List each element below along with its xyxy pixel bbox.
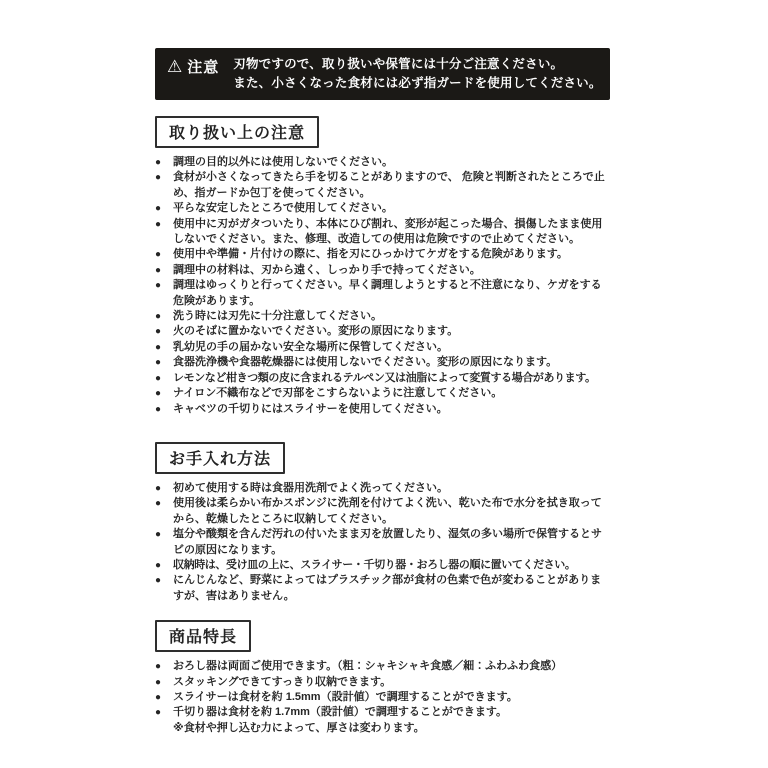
- list-item-text: 火のそばに置かないでください。変形の原因になります。: [173, 325, 459, 338]
- list-item: [155, 496, 610, 527]
- list-item: [155, 386, 610, 401]
- list-item: [155, 201, 610, 216]
- care-instructions-list: [155, 481, 610, 604]
- list-item-text: 平らな安定したところで使用してください。: [173, 202, 393, 215]
- list-item-text: 食材が小さくなってきたら手を切ることがありますので、 危険と判断されたところで止め、指ガードか包丁を使ってください。: [173, 171, 605, 199]
- list-item: [155, 355, 610, 370]
- bullet-icon: ●: [155, 357, 162, 369]
- list-item-text: 調理はゆっくりと行ってください。早く調理しようとすると不注意になり、ケガをする危険があります。: [173, 279, 602, 307]
- bullet-icon: ●: [155, 482, 162, 494]
- list-item-text: おろし器は両面ご使用できます。（粗：シャキシャキ食感／細：ふわふわ食感）: [173, 660, 563, 673]
- list-item: [155, 371, 610, 386]
- list-item: [155, 705, 610, 720]
- bullet-icon: ●: [155, 388, 162, 400]
- list-item-text: 使用後は柔らかい布かスポンジに洗剤を付けてよく洗い、乾いた布で水分を拭き取ってから、乾燥したところに収納してください。: [173, 497, 602, 525]
- list-item: [155, 573, 610, 604]
- bullet-icon: ●: [155, 691, 162, 703]
- bullet-icon: ●: [155, 661, 162, 673]
- section-title-care: お手入れ方法: [155, 442, 285, 474]
- bullet-icon: ●: [155, 249, 162, 261]
- bullet-icon: ●: [155, 575, 162, 587]
- list-item: [155, 675, 610, 690]
- list-item-text: レモンなど柑きつ類の皮に含まれるテルペン又は油脂によって変質する場合があります。: [173, 371, 596, 384]
- list-item: [155, 263, 610, 278]
- bullet-icon: ●: [155, 311, 162, 323]
- bullet-icon: ●: [155, 218, 162, 230]
- caution-text: [233, 55, 601, 93]
- list-item-text: にんじんなど、野菜によってはプラスチック部が食材の色素で色が変わることがありますが、害はありません。: [173, 574, 602, 602]
- list-item-text: 調理の目的以外には使用しないでください。: [173, 156, 393, 168]
- list-item: [155, 402, 610, 417]
- list-item: [155, 170, 610, 201]
- thickness-footnote: ※食材や押し込む力によって、厚さは変わります。: [173, 721, 425, 734]
- bullet-icon: ●: [155, 326, 162, 338]
- list-item-text: スライサーは食材を約 1.5mm（設計値）で調理することができます。: [173, 690, 518, 703]
- bullet-icon: ●: [155, 403, 162, 415]
- handling-precautions-list: [155, 155, 610, 417]
- list-item-text: 収納時は、受け皿の上に、スライサー・千切り器・おろし器の順に置いてください。: [173, 558, 576, 571]
- bullet-icon: ●: [155, 707, 162, 719]
- bullet-icon: ●: [155, 280, 162, 292]
- list-item: [155, 690, 610, 705]
- caution-banner: [155, 48, 610, 100]
- section-product-features: [155, 620, 610, 736]
- warning-triangle-icon: ⚠: [167, 57, 183, 76]
- list-item: [155, 217, 610, 248]
- list-item-text: 乳幼児の手の届かない安全な場所に保管してください。: [173, 340, 448, 353]
- list-item: [155, 155, 610, 170]
- list-item: [155, 340, 610, 355]
- list-item-text: キャベツの千切りにはスライサーを使用してください。: [173, 402, 448, 415]
- list-item-text: 塩分や酸類を含んだ汚れの付いたまま刃を放置したり、湿気の多い場所で保管するとサビの原因になります。: [173, 528, 602, 556]
- list-item: [155, 247, 610, 262]
- section-handling-precautions: [155, 116, 610, 417]
- caution-line-2: また、小さくなった食材には必ず指ガードを使用してください。: [233, 76, 602, 90]
- list-item-text: ナイロン不織布などで刃部をこすらないように注意してください。: [173, 387, 503, 400]
- bullet-icon: ●: [155, 372, 162, 384]
- list-item-text: 洗う時には刃先に十分注意してください。: [173, 310, 382, 323]
- section-care-instructions: [155, 442, 610, 604]
- list-item-text: スタッキングできてすっきり収納できます。: [173, 675, 392, 688]
- bullet-icon: ●: [155, 172, 162, 184]
- list-item: [155, 527, 610, 558]
- list-item-text: 千切り器は食材を約 1.7mm（設計値）で調理することができます。: [173, 706, 508, 719]
- content-column: [155, 48, 610, 736]
- caution-label: 注意: [187, 59, 220, 76]
- bullet-icon: ●: [155, 264, 162, 276]
- list-item: [155, 558, 610, 573]
- section-title-handling: 取り扱い上の注意: [155, 116, 319, 148]
- section-title-features: 商品特長: [155, 620, 251, 652]
- bullet-icon: ●: [155, 203, 162, 215]
- list-item-text: 調理中の材料は、刃から遠く、しっかり手で持ってください。: [173, 263, 481, 276]
- list-item: [155, 278, 610, 309]
- bullet-icon: ●: [155, 341, 162, 353]
- list-item-text: 使用中や準備・片付けの際に、指を刃にひっかけてケガをする危険があります。: [173, 248, 568, 261]
- list-item-text: 初めて使用する時は食器用洗剤でよく洗ってください。: [173, 481, 448, 494]
- caution-banner-head: [167, 56, 219, 77]
- bullet-icon: ●: [155, 559, 162, 571]
- list-item-text: 使用中に刃がガタついたり、本体にひび割れ、変形が起こった場合、損傷したまま使用しないでください。また、修理、改造しての使用は危険ですので止めてください。: [173, 217, 603, 246]
- list-item: [155, 309, 610, 324]
- bullet-icon: ●: [155, 157, 162, 168]
- caution-line-1: 刃物ですので、取り扱いや保管には十分ご注意ください。: [233, 57, 564, 71]
- bullet-icon: ●: [155, 498, 162, 510]
- list-item: [155, 659, 610, 674]
- bullet-icon: ●: [155, 529, 162, 541]
- bullet-icon: ●: [155, 676, 162, 688]
- list-item: [155, 324, 610, 339]
- list-item: [155, 481, 610, 496]
- product-features-list: [155, 659, 610, 721]
- list-item-text: 食器洗浄機や食器乾燥器には使用しないでください。変形の原因になります。: [173, 356, 558, 369]
